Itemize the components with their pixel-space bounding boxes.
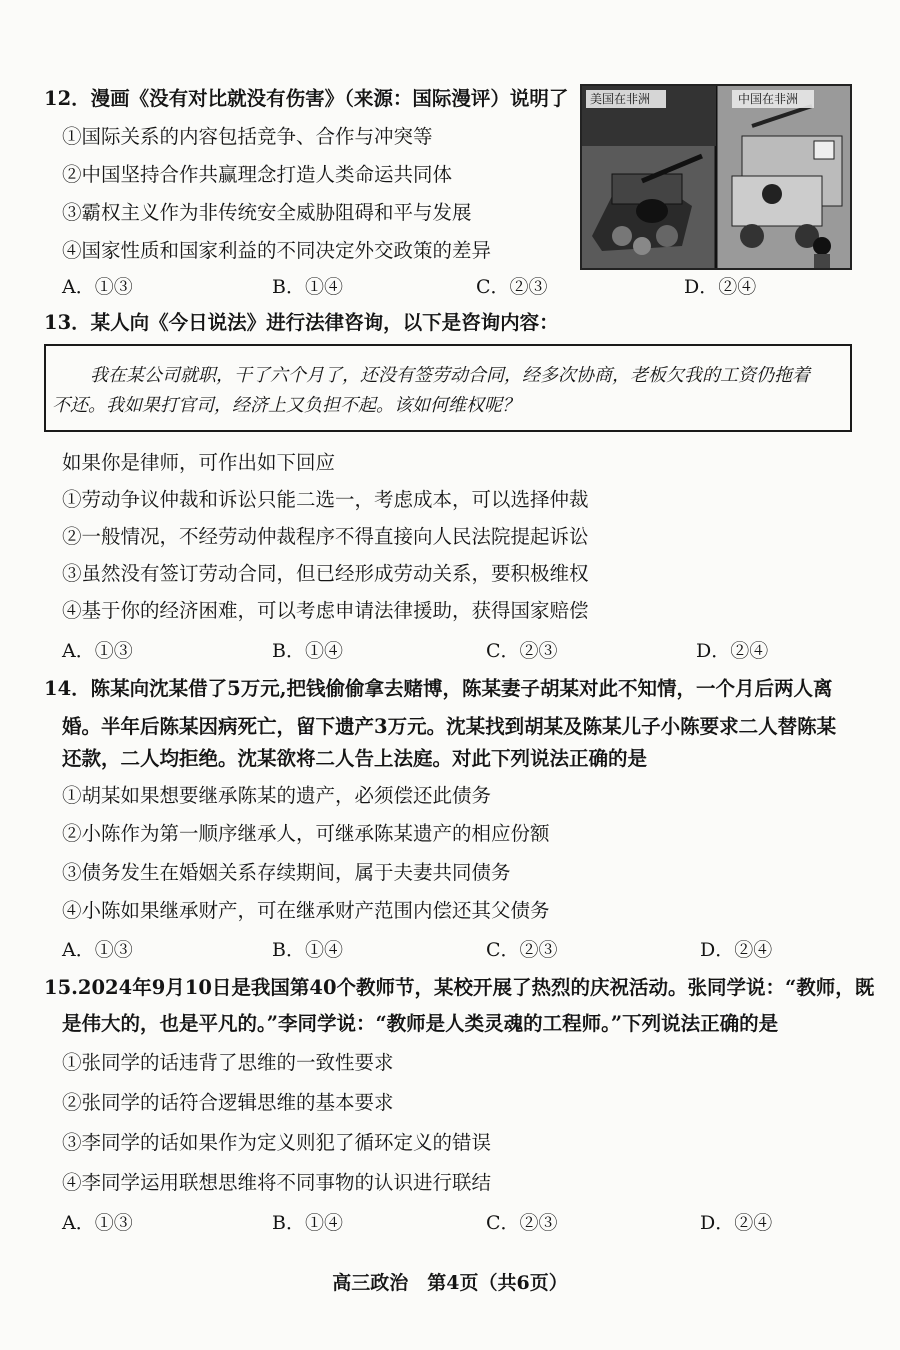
cartoon-right-caption: 中国在非洲	[738, 92, 799, 106]
q14-item-4: ④小陈如果继承财产，可在继承财产范围内偿还其父债务	[62, 899, 550, 922]
q14-option-c: C．②③	[486, 939, 558, 961]
q13-lead: 如果你是律师，可作出如下回应	[62, 451, 336, 474]
q13-item-3: ③虽然没有签订劳动合同，但已经形成劳动关系，要积极维权	[62, 562, 589, 585]
q12-item-3: ③霸权主义作为非传统安全威胁阻碍和平与发展	[62, 201, 472, 224]
q14-stem-line-1: 14．陈某向沈某借了5万元,把钱偷偷拿去赌博，陈某妻子胡某对此不知情，一个月后两人离	[44, 677, 833, 700]
q15-option-d: D．②④	[700, 1212, 773, 1234]
q15-item-4: ④李同学运用联想思维将不同事物的认识进行联结	[62, 1171, 492, 1194]
q15-item-1: ①张同学的话违背了思维的一致性要求	[62, 1051, 394, 1074]
q13-item-2: ②一般情况，不经劳动仲裁程序不得直接向人民法院提起诉讼	[62, 525, 589, 548]
q13-consult-line-2: 不还。我如果打官司，经济上又负担不起。该如何维权呢？	[52, 395, 520, 416]
q15-stem-line-2: 是伟大的，也是平凡的。”李同学说：“教师是人类灵魂的工程师。”下列说法正确的是	[62, 1012, 779, 1035]
q12-option-b: B．①④	[272, 276, 343, 298]
q15-option-c: C．②③	[486, 1212, 558, 1234]
q14-stem-line-2: 婚。半年后陈某因病死亡，留下遗产3万元。沈某找到胡某及陈某儿子小陈要求二人替陈某	[62, 715, 837, 738]
q13-consult-box	[44, 344, 852, 432]
q15-item-3: ③李同学的话如果作为定义则犯了循环定义的错误	[62, 1131, 492, 1154]
q12-option-c: C．②③	[476, 276, 548, 298]
q14-item-1: ①胡某如果想要继承陈某的遗产，必须偿还此债务	[62, 784, 492, 807]
q15-item-2: ②张同学的话符合逻辑思维的基本要求	[62, 1091, 394, 1114]
q13-option-d: D．②④	[696, 640, 769, 662]
q13-consult-line-1: 我在某公司就职，干了六个月了，还没有签劳动合同，经多次协商，老板欠我的工资仍拖着	[90, 365, 810, 386]
q15-option-b: B．①④	[272, 1212, 343, 1234]
q14-option-b: B．①④	[272, 939, 343, 961]
q13-option-c: C．②③	[486, 640, 558, 662]
q13-option-a: A．①③	[62, 640, 133, 662]
q14-item-3: ③债务发生在婚姻关系存续期间，属于夫妻共同债务	[62, 861, 511, 884]
q12-item-1: ①国际关系的内容包括竞争、合作与冲突等	[62, 125, 433, 148]
q12-item-2: ②中国坚持合作共赢理念打造人类命运共同体	[62, 163, 453, 186]
q14-stem-line-3: 还款，二人均拒绝。沈某欲将二人告上法庭。对此下列说法正确的是	[62, 747, 648, 770]
q13-stem: 13．某人向《今日说法》进行法律咨询，以下是咨询内容：	[44, 311, 559, 334]
q13-item-1: ①劳动争议仲裁和诉讼只能二选一，考虑成本，可以选择仲裁	[62, 488, 589, 511]
cartoon-left-caption: 美国在非洲	[590, 92, 651, 106]
q15-option-a: A．①③	[62, 1212, 133, 1234]
q14-item-2: ②小陈作为第一顺序继承人，可继承陈某遗产的相应份额	[62, 822, 550, 845]
q14-option-a: A．①③	[62, 939, 133, 961]
q12-stem: 12．漫画《没有对比就没有伤害》（来源：国际漫评）说明了	[44, 87, 569, 110]
q14-option-d: D．②④	[700, 939, 773, 961]
page-footer: 高三政治 第4页（共6页）	[332, 1272, 568, 1294]
cartoon-illustration	[582, 86, 850, 268]
q12-option-d: D．②④	[684, 276, 757, 298]
q13-option-b: B．①④	[272, 640, 343, 662]
q15-stem-line-1: 15.2024年9月10日是我国第40个教师节，某校开展了热烈的庆祝活动。张同学说：“教师，既	[44, 976, 875, 999]
q13-item-4: ④基于你的经济困难，可以考虑申请法律援助，获得国家赔偿	[62, 599, 589, 622]
q12-item-4: ④国家性质和国家利益的不同决定外交政策的差异	[62, 239, 492, 262]
q12-cartoon-image	[580, 84, 852, 270]
q12-option-a: A．①③	[62, 276, 133, 298]
